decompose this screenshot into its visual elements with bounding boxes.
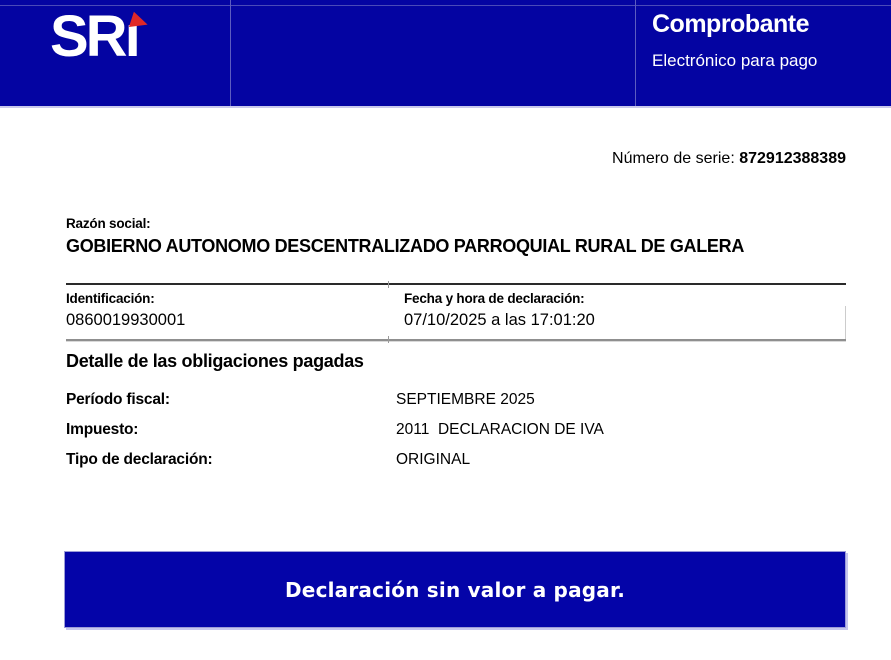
detail-row-impuesto — [66, 415, 846, 445]
identification-header-row — [66, 285, 846, 306]
identification-table — [66, 283, 846, 341]
sri-logo-text-sr: SR — [50, 4, 125, 69]
identificacion-value: 0860019930001 — [66, 311, 186, 329]
serial-number-line — [612, 150, 846, 168]
serial-number-label: Número de serie: — [612, 150, 740, 167]
header-title-cell — [636, 0, 891, 106]
periodo-fiscal-label: Período fiscal: — [66, 391, 170, 408]
no-payment-banner — [64, 551, 846, 628]
impuesto-label: Impuesto: — [66, 421, 139, 438]
header-bar — [0, 0, 891, 108]
obligations-detail-heading: Detalle de las obligaciones pagadas — [66, 351, 364, 371]
fecha-declaracion-value: 07/10/2025 a las 17:01:20 — [404, 311, 595, 329]
impuesto-value: 2011 DECLARACION DE IVA — [396, 421, 604, 438]
obligations-detail-section — [66, 351, 846, 475]
serial-number-value: 872912388389 — [739, 150, 846, 167]
document-title: Comprobante — [652, 10, 809, 38]
header-logo-cell — [0, 0, 231, 106]
identification-value-row — [66, 306, 846, 339]
tipo-declaracion-label: Tipo de declaración: — [66, 451, 213, 468]
document-subtitle: Electrónico para pago — [652, 51, 818, 70]
identificacion-label: Identificación: — [66, 291, 155, 306]
periodo-fiscal-value: SEPTIEMBRE 2025 — [396, 391, 535, 408]
sri-logo — [50, 4, 138, 69]
detail-row-periodo — [66, 385, 846, 415]
razon-social-block — [66, 216, 796, 257]
detail-row-tipo-declaracion — [66, 445, 846, 475]
column-divider-tick-top — [388, 281, 389, 288]
sri-logo-text-i: ı — [124, 4, 138, 69]
fecha-declaracion-label: Fecha y hora de declaración: — [404, 291, 585, 306]
no-payment-banner-text: Declaración sin valor a pagar. — [285, 577, 625, 602]
column-divider-tick-bottom — [388, 336, 389, 343]
header-middle-cell — [231, 0, 636, 106]
razon-social-label: Razón social: — [66, 216, 151, 231]
tipo-declaracion-value: ORIGINAL — [396, 451, 471, 468]
razon-social-value: GOBIERNO AUTONOMO DESCENTRALIZADO PARROQUIAL RURAL DE GALERA — [66, 236, 745, 256]
